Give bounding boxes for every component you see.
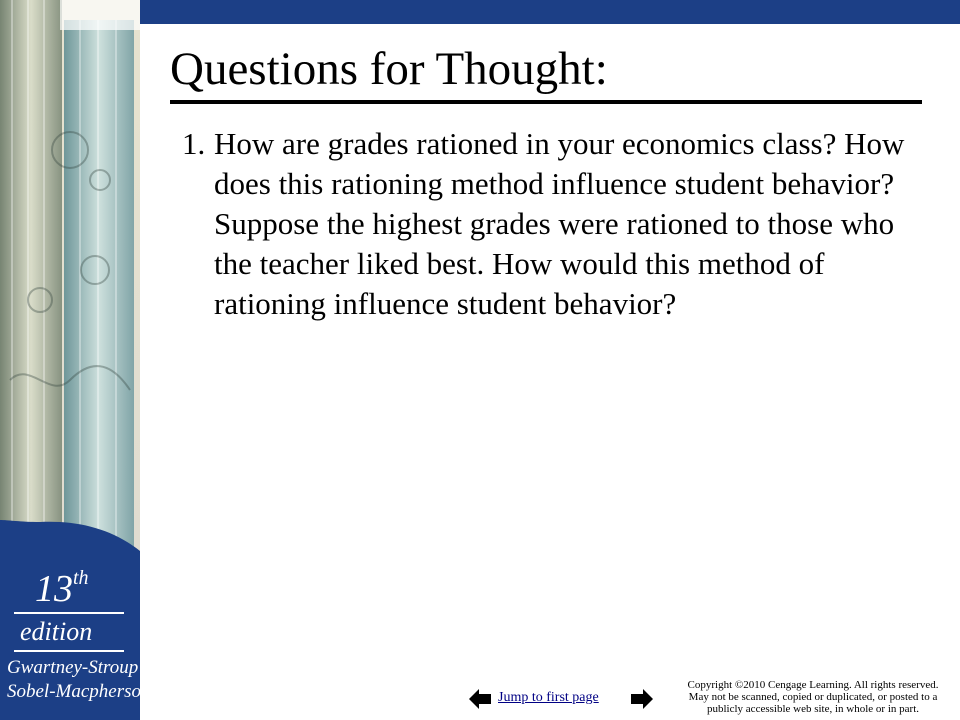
authors — [7, 656, 151, 704]
previous-arrow-icon[interactable] — [468, 687, 492, 711]
edition-label: edition — [20, 617, 93, 646]
header-bar — [70, 0, 960, 24]
copyright-line-3: publicly accessible web site, in whole or in part. — [707, 703, 919, 715]
edition-divider-top — [14, 612, 124, 614]
slide-title: Questions for Thought: — [170, 43, 608, 95]
jump-to-first-page-link[interactable]: Jump to first page — [498, 690, 599, 705]
edition-number: 13th — [35, 567, 89, 610]
copyright-line-2: May not be scanned, copied or duplicated, or posted to a — [688, 691, 938, 703]
authors-line-2: Sobel-Macpherson — [7, 681, 151, 702]
question-number: 1. — [182, 126, 206, 161]
authors-line-1: Gwartney-Stroup — [7, 657, 139, 678]
next-arrow-icon[interactable] — [630, 687, 654, 711]
copyright-notice — [672, 679, 954, 715]
title-underline — [170, 100, 922, 104]
question-item — [182, 124, 922, 324]
question-text: How are grades rationed in your economics class? How does this rationing method influence student behavior? Suppose the highest grades were rationed to those who the teacher liked best. How would this method of rationing influence student behavior? — [214, 126, 905, 321]
edition-divider-bottom — [14, 650, 124, 652]
copyright-line-1: Copyright ©2010 Cengage Learning. All rights reserved. — [687, 679, 939, 691]
